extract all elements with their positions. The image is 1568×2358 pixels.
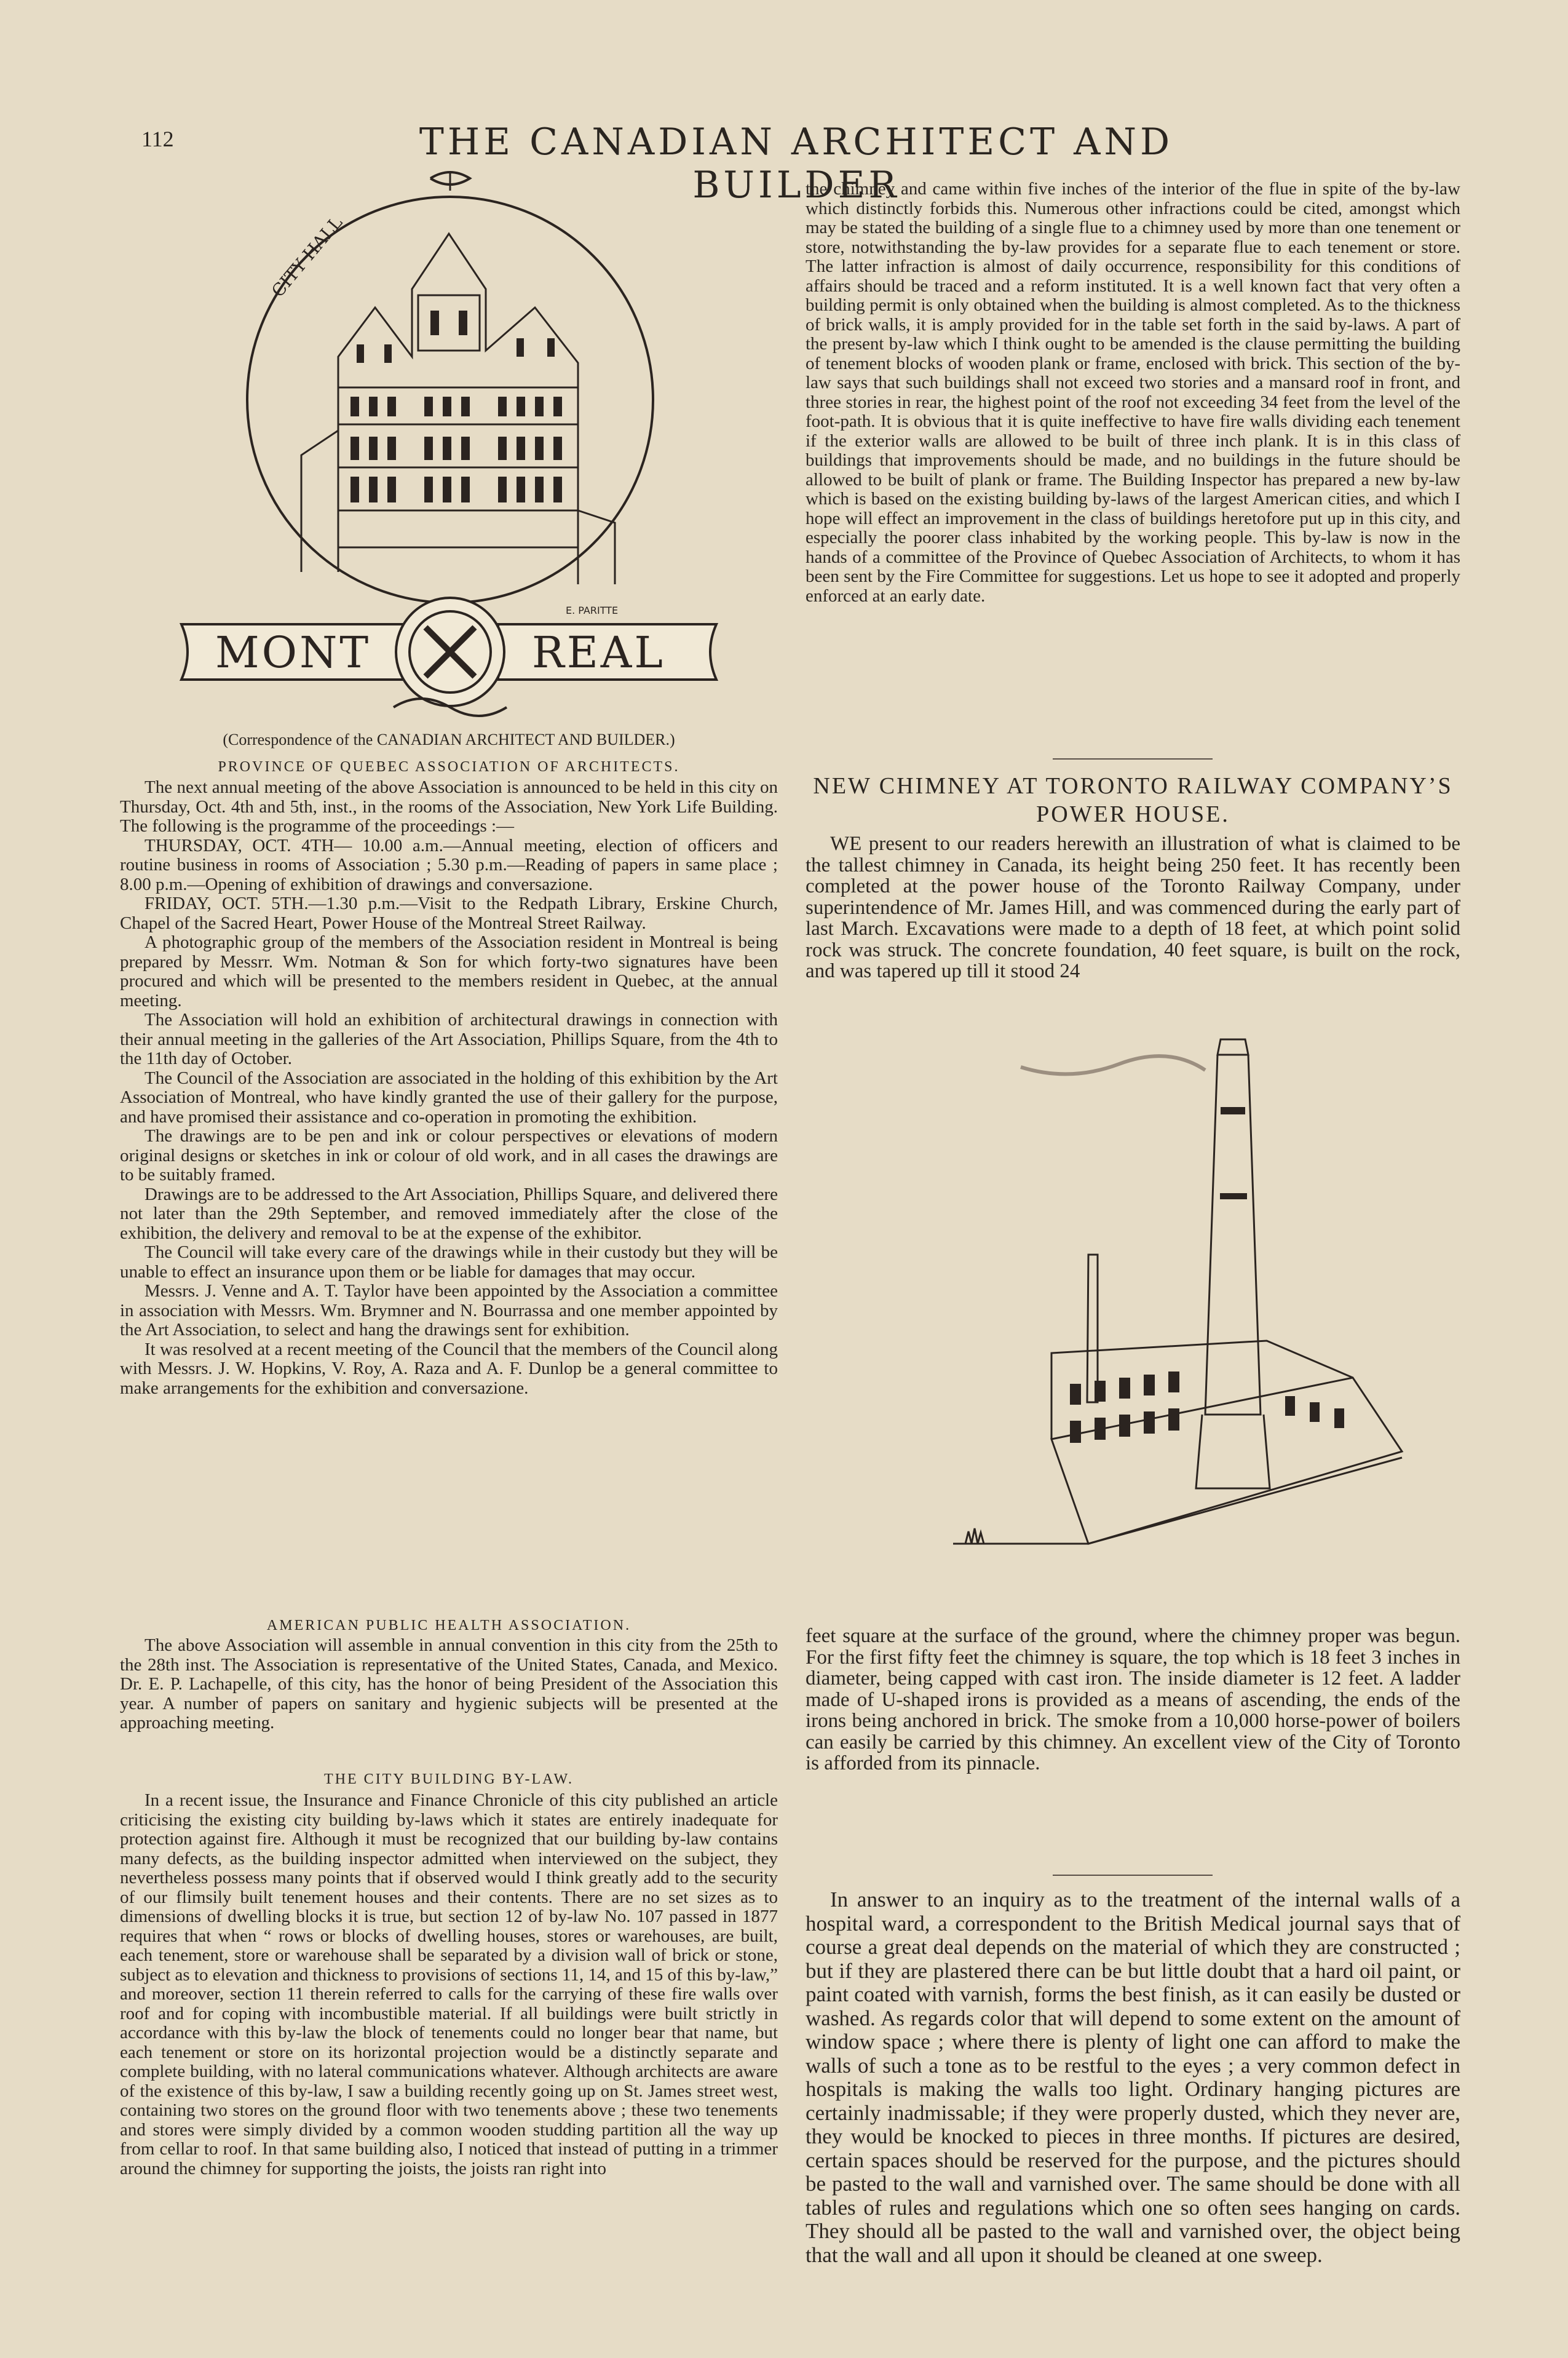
page-number: 112 bbox=[141, 127, 174, 151]
toronto-chimney-article bbox=[806, 833, 1460, 982]
section-heading-public-health: AMERICAN PUBLIC HEALTH ASSOCIATION. bbox=[266, 1618, 632, 1634]
hospital-walls-article bbox=[806, 1888, 1460, 2267]
paragraph: Messrs. J. Venne and A. T. Taylor have been appointed by the Association a committee in association with Messrs. Wm. Brymner and N. Bourrassa and one member appointed by the Art Association, to select and hang the drawings sent for exhibition. bbox=[120, 1281, 778, 1340]
chimney-engraving bbox=[885, 1033, 1414, 1611]
paragraph: WE present to our readers herewith an illustration of what is claimed to be the tallest chimney in Canada, its height being 250 feet. It has recently been completed at the power house of the Toronto Railway Company, under superintendence of Mr. James Hill, and was commenced during the early part of last March. Excavations were made to a depth of 18 feet, at which point solid rock was struck. The concrete foundation, 40 feet square, is built on the rock, and was tapered up till it stood 24 bbox=[806, 833, 1460, 982]
paragraph: A photographic group of the members of the Association resident in Montreal is being prepared by Messrr. Wm. Notman & Son for which forty-two signatures have been procured and which will be presented to the members resident in Quebec, at the annual meeting. bbox=[120, 932, 778, 1010]
paragraph: The Association will hold an exhibition of architectural drawings in connection with their annual meeting in the galleries of the Art Association, Phillips Square, from the 4th to the 11th day of October. bbox=[120, 1010, 778, 1068]
section-heading-building-bylaw: THE CITY BUILDING BY-LAW. bbox=[324, 1771, 574, 1787]
paragraph: THURSDAY, OCT. 4TH— 10.00 a.m.—Annual meeting, election of officers and routine business in rooms of Association ; 5.30 p.m.—Reading of papers in same place ; 8.00 p.m.—Opening of exhibition of drawings and conversazione. bbox=[120, 835, 778, 894]
banner-right-text: REAL bbox=[532, 627, 665, 678]
building-bylaw-continuation bbox=[806, 180, 1460, 606]
toronto-chimney-illustration bbox=[885, 1033, 1414, 1611]
paragraph: FRIDAY, OCT. 5TH.—1.30 p.m.—Visit to the Redpath Library, Erskine Church, Chapel of the Sacred Heart, Power House of the Montreal Street Railway. bbox=[120, 894, 778, 933]
montreal-caption: (Correspondence of the CANADIAN ARCHITECT AND BUILDER.) bbox=[223, 731, 675, 748]
banner-left-text: MONT bbox=[215, 627, 371, 678]
section-divider bbox=[1053, 758, 1213, 760]
toronto-chimney-continuation bbox=[806, 1626, 1460, 1774]
paragraph: The above Association will assemble in annual convention in this city from the 25th to the 28th inst. The Association is representative of the United States, Canada, and Mexico. Dr. E. P. Lachapelle, of this city, has the honor of being President of the Association this year. A number of papers on sanitary and hygienic subjects will be presented at the approaching meeting. bbox=[120, 1635, 778, 1733]
engraver-signature: E. PARITTE bbox=[566, 605, 619, 616]
paragraph: Drawings are to be addressed to the Art Association, Phillips Square, and delivered there not later than the 29th September, and removed immediately after the close of the exhibition, the delivery and removal to be at the expense of the exhibitor. bbox=[120, 1184, 778, 1243]
paragraph: The Council will take every care of the drawings while in their custody but they will be unable to effect an insurance upon them or be liable for damages that may occur. bbox=[120, 1242, 778, 1282]
paragraph: The next annual meeting of the above Association is announced to be held in this city on Thursday, Oct. 4th and 5th, inst., in the rooms of the Association, New York Life Building. The following is the programme of the proceedings :— bbox=[120, 777, 778, 836]
quebec-association-article bbox=[120, 778, 778, 1398]
paragraph: The Council of the Association are associated in the holding of this exhibition by the Art Association of Montreal, who have kindly granted the use of their gallery for the purpose, and have promised their assistance and co-operation in promoting the exhibition. bbox=[120, 1068, 778, 1127]
section-divider bbox=[1053, 1875, 1213, 1876]
paragraph: the chimney and came within five inches of the interior of the flue in spite of the by-law which distinctly forbids this. Numerous other infractions could be cited, amongst which may be stated the building of a single flue to a chimney used by more than one tenement or store, notwithstanding the by-law provides for a separate flue to each tenement or store. The latter infraction is almost of daily occurrence, responsibility for this conditions of affairs should be traced and a reform instituted. It is a well known fact that very often a building permit is only obtained when the building is almost completed. As to the thickness of brick walls, it is amply provided for in the table set forth in the said by-laws. A part of the present by-law which I think ought to be amended is the clause permitting the building of tenement blocks of wooden plank or frame, enclosed with brick. This section of the by-law says that such buildings shall not exceed two stories and a mansard roof in front, and three stories in rear, the highest point of the roof not exceeding 34 feet from the level of the foot-path. It is obvious that it is quite ineffective to have fire walls dividing each tenement if the exterior walls are allowed to be built of three inch plank. It is in this class of buildings that improvements should be made, and no buildings in the future should be allowed to be built of plank or frame. The Building Inspector has prepared a new by-law which is based on the existing building by-laws of the largest American cities, and which I hope will effect an improvement in the class of buildings heretofore put up in this city, and especially the poorer class inhabited by the working people. This by-law is now in the hands of a committee of the Province of Quebec Association of Architects, to whom it has been sent by the Fire Committee for suggestions. Let us hope to see it adopted and properly enforced at an early date. bbox=[806, 179, 1460, 606]
section-heading-quebec-association: PROVINCE OF QUEBEC ASSOCIATION OF ARCHITECTS. bbox=[218, 759, 680, 775]
building-bylaw-article bbox=[120, 1791, 778, 2178]
paragraph: The drawings are to be pen and ink or colour perspectives or elevations of modern original designs or sketches in ink or colour of old work, and in all cases the drawings are to be suitably framed. bbox=[120, 1126, 778, 1185]
montreal-city-hall-illustration bbox=[172, 166, 726, 726]
section-heading-toronto-chimney: NEW CHIMNEY AT TORONTO RAILWAY COMPANY’S POWER HOUSE. bbox=[813, 773, 1453, 827]
public-health-article bbox=[120, 1636, 778, 1733]
paragraph: feet square at the surface of the ground, where the chimney proper was begun. For the first fifty feet the chimney is square, the top which is 18 feet 3 inches in diameter, being capped with cast iron. The inside diameter is 12 feet. A ladder made of U-shaped irons is provided as a means of ascending, the ends of the irons being anchored in brick. The smoke from a 10,000 horse-power of boilers can easily be carried by this chimney. An excellent view of the City of Toronto is afforded from its pinnacle. bbox=[806, 1625, 1460, 1774]
masthead-title: THE CANADIAN ARCHITECT AND BUILDER bbox=[419, 121, 1174, 207]
paragraph: In a recent issue, the Insurance and Finance Chronicle of this city published an article criticising the existing city building by-laws which it states are entirely inadequate for protection against fire. Although it must be recognized that our building by-law contains many defects, as the building inspector admitted when interviewed on the subject, they nevertheless possess many points that if observed would I think greatly add to the security of our flimsily built tenement houses and their contents. There are no set sizes as to dimensions of dwelling blocks it is true, but section 12 of by-law No. 107 passed in 1877 requires that when “ rows or blocks of dwelling houses, stores or warehouses, are built, each tenement, store or warehouse shall be separated by a division wall of brick or stone, subject as to elevation and thickness to provisions of sections 11, 14, and 15 of this by-law,” and moreover, section 11 therein referred to calls for the carrying of these fire walls over roof and for coping with incombustible material. If all buildings were built strictly in accordance with this by-law the block of tenements could no longer bear that name, but each tenement or store on its horizontal projection would be a distinctly separate and complete building, with no lateral communications whatever. Although architects are aware of the existence of this by-law, I saw a building recently going up on St. James street west, containing two stores on the ground floor with two tenements above ; these two tenements and stores were simply divided by a common wooden studding partition all the way up from cellar to roof. In that same building also, I noticed that instead of putting in a trimmer around the chimney for supporting the joists, the joists ran right into bbox=[120, 1790, 778, 2178]
city-hall-engraving bbox=[172, 166, 726, 726]
paragraph: In answer to an inquiry as to the treatment of the internal walls of a hospital ward, a correspondent to the British Medical journal says that of course a great deal depends on the material of which they are constructed ; but if they are plastered there can be but little doubt that a hard oil paint, or paint coated with varnish, forms the best finish, as it can easily be dusted or washed. As regards color that will depend to some extent on the amount of window space ; where there is plenty of light one can afford to make the walls of such a tone as to be restful to the eyes ; a very common defect in hospitals is making the walls too light. Ordinary hanging pictures are certainly inadmissable; if they were properly dusted, which they never are, they would be knocked to pieces in three months. If pictures are desired, certain spaces should be reserved for the purpose, and the pictures should be pasted to the wall and varnished over. The same should be done with all tables of rules and regulations which one so often sees hanging on cards. They should all be pasted to the wall and varnished over, the object being that the wall and all upon it should be cleaned at one sweep. bbox=[806, 1888, 1460, 2267]
city-hall-label: CITY HALL bbox=[267, 212, 347, 301]
paragraph: It was resolved at a recent meeting of the Council that the members of the Council along with Messrs. J. W. Hopkins, V. Roy, A. Raza and A. F. Dunlop be a general committee to make arrangements for the exhibition and conversazione. bbox=[120, 1339, 778, 1398]
